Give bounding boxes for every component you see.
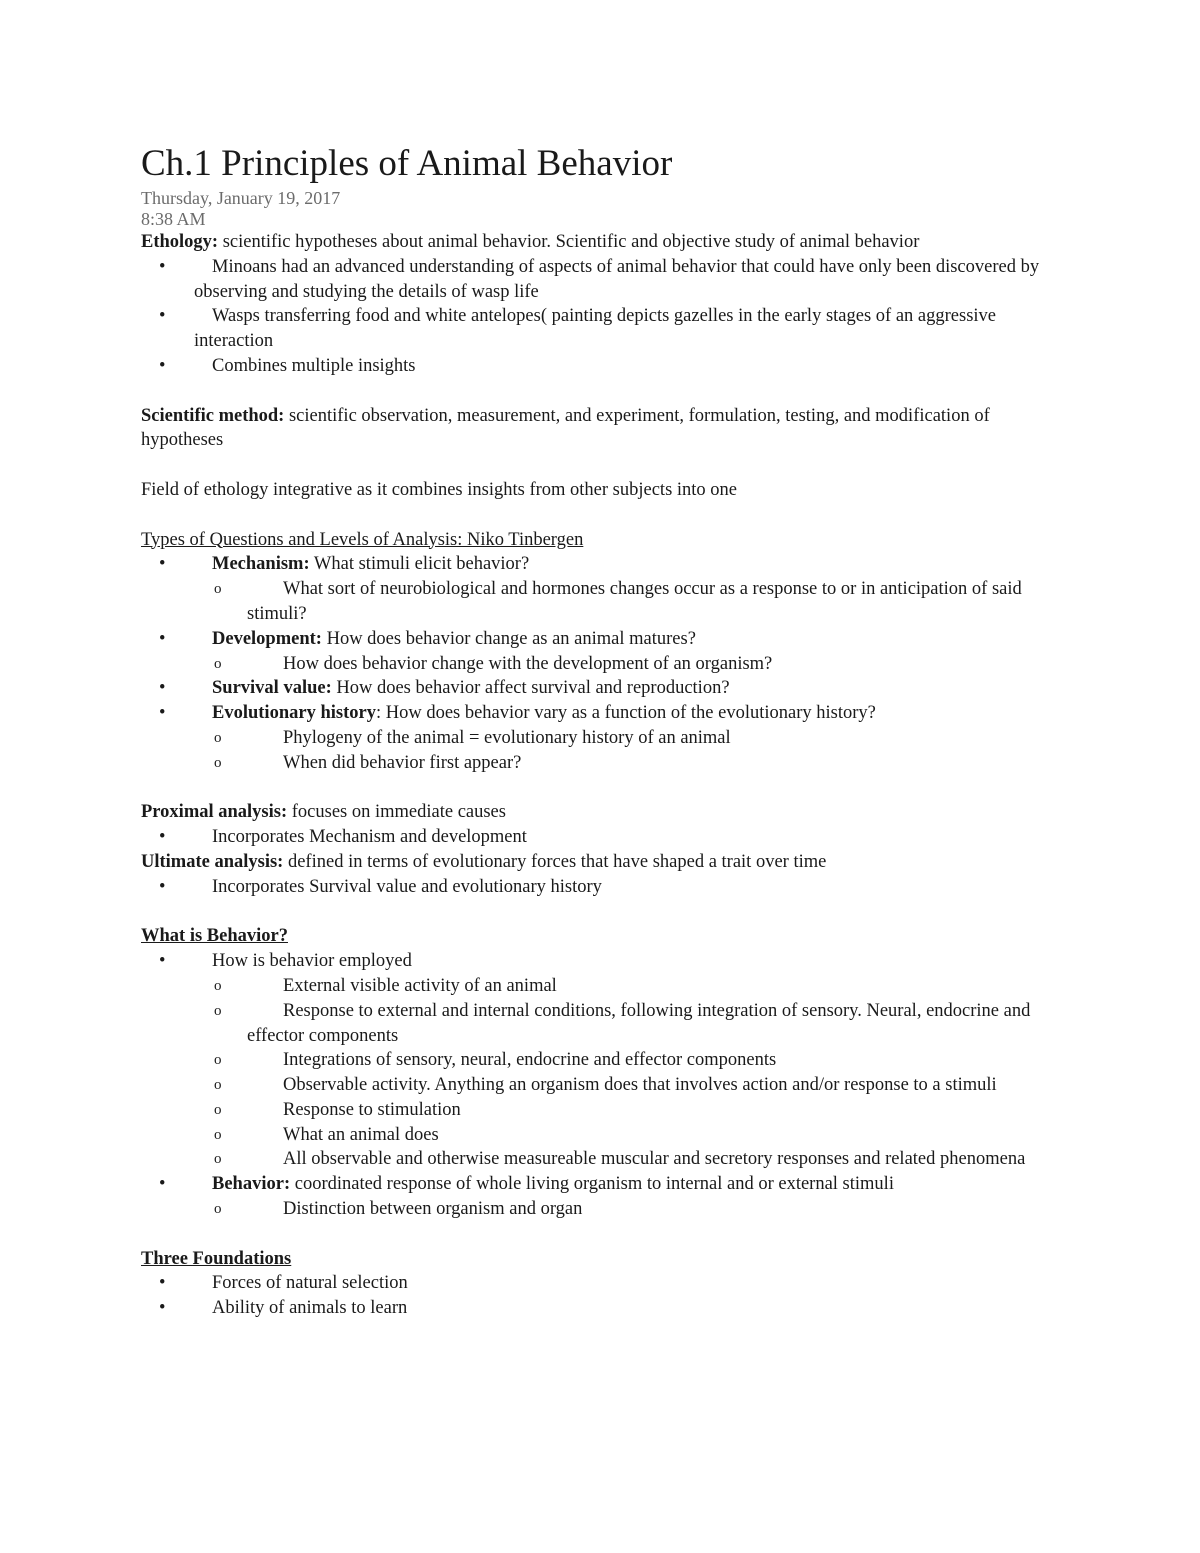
list-item-text: How does behavior change with the development of an organism? (283, 653, 773, 674)
bullet-icon: • (159, 306, 166, 327)
circle-bullet-icon: o (214, 1151, 222, 1168)
development-term: Development: (212, 628, 322, 649)
list-item (141, 701, 1061, 726)
sub-list-item (141, 1073, 1061, 1098)
note-time: 8:38 AM (141, 209, 206, 229)
evolutionary-term: Evolutionary history (212, 703, 376, 724)
sub-list-item (141, 751, 1061, 776)
foundations-heading (141, 1247, 1061, 1272)
proximal-definition: focuses on immediate causes (287, 802, 506, 823)
list-item-text: Distinction between organism and organ (283, 1199, 583, 1220)
list-item-text: Combines multiple insights (212, 355, 416, 376)
scientific-method-definition: scientific observation, measurement, and experiment, formulation, testing, and modification of hypotheses (141, 405, 990, 451)
circle-bullet-icon: o (214, 977, 222, 994)
circle-bullet-icon: o (214, 581, 222, 598)
note-date: Thursday, January 19, 2017 (141, 188, 341, 208)
sub-list-item (141, 1197, 1061, 1222)
list-item-text: coordinated response of whole living organism to internal and or external stimuli (290, 1174, 894, 1195)
page-title: Ch.1 Principles of Animal Behavior (141, 143, 673, 184)
behavior-term: Behavior: (212, 1174, 291, 1195)
list-item (141, 676, 1061, 701)
bullet-icon: • (159, 678, 166, 699)
list-item-text: Observable activity. Anything an organism does that involves action and/or response to a stimuli (283, 1075, 997, 1096)
list-item-text: When did behavior first appear? (283, 752, 522, 773)
circle-bullet-icon: o (214, 1052, 222, 1069)
circle-bullet-icon: o (214, 754, 222, 771)
sub-list-item (141, 1123, 1061, 1148)
list-item-text: How is behavior employed (212, 951, 412, 972)
list-item (141, 304, 1061, 354)
ultimate-paragraph (141, 850, 1061, 875)
list-item (141, 354, 1061, 379)
ultimate-term: Ultimate analysis: (141, 851, 284, 872)
list-item-text: Response to external and internal conditions, following integration of sensory. Neural, endocrine and effector components (247, 1000, 1031, 1046)
list-item-text: All observable and otherwise measureable muscular and secretory responses and related phenomena (283, 1149, 1026, 1170)
list-item-text: Integrations of sensory, neural, endocrine and effector components (283, 1050, 777, 1071)
list-item-text: : How does behavior vary as a function of the evolutionary history? (375, 703, 876, 724)
list-item-text: Forces of natural selection (212, 1273, 408, 1294)
sub-list-item (141, 577, 1061, 627)
field-note: Field of ethology integrative as it combines insights from other subjects into one (141, 479, 738, 500)
bullet-icon: • (159, 951, 166, 972)
behavior-heading (141, 924, 1061, 949)
list-item-text: How does behavior change as an animal matures? (321, 628, 696, 649)
ultimate-definition: defined in terms of evolutionary forces that have shaped a trait over time (283, 851, 827, 872)
list-item-text: Minoans had an advanced understanding of aspects of animal behavior that could have only been discovered by observing and studying the details of wasp life (194, 256, 1040, 302)
ethology-term: Ethology: (141, 232, 219, 252)
list-item-text: Phylogeny of the animal = evolutionary history of an animal (283, 727, 731, 748)
proximal-term: Proximal analysis: (141, 802, 288, 823)
note-content (141, 142, 1061, 1321)
bullet-icon: • (159, 827, 166, 848)
list-item (141, 1271, 1061, 1296)
list-item-text: What stimuli elicit behavior? (309, 554, 530, 575)
bullet-icon: • (159, 256, 166, 277)
scientific-method-term: Scientific method: (141, 405, 285, 426)
list-item-text: Wasps transferring food and white antelopes( painting depicts gazelles in the early stages of an aggressive interaction (194, 306, 996, 352)
behavior-heading-text: What is Behavior? (141, 926, 288, 947)
sub-list-item (141, 1098, 1061, 1123)
ethology-paragraph (141, 230, 1061, 255)
circle-bullet-icon: o (214, 1201, 222, 1218)
list-item (141, 255, 1061, 305)
list-item (141, 552, 1061, 577)
sub-list-item (141, 974, 1061, 999)
bullet-icon: • (159, 355, 166, 376)
tinbergen-heading (141, 528, 1061, 553)
sub-list-item (141, 1147, 1061, 1172)
mechanism-term: Mechanism: (212, 554, 310, 575)
foundations-heading-text: Three Foundations (141, 1248, 292, 1269)
list-item (141, 1172, 1061, 1197)
bullet-icon: • (159, 554, 166, 575)
scientific-method-paragraph (141, 404, 1061, 454)
circle-bullet-icon: o (214, 1101, 222, 1118)
circle-bullet-icon: o (214, 655, 222, 672)
survival-term: Survival value: (212, 678, 332, 699)
tinbergen-heading-text: Types of Questions and Levels of Analysis: Niko Tinbergen (141, 529, 584, 550)
list-item-text: What an animal does (283, 1124, 439, 1145)
bullet-icon: • (159, 1298, 166, 1319)
circle-bullet-icon: o (214, 1126, 222, 1143)
bullet-icon: • (159, 1174, 166, 1195)
circle-bullet-icon: o (214, 1002, 222, 1019)
ethology-definition: scientific hypotheses about animal behavior. Scientific and objective study of animal behavior (218, 232, 920, 252)
circle-bullet-icon: o (214, 1077, 222, 1094)
sub-list-item (141, 652, 1061, 677)
proximal-paragraph (141, 800, 1061, 825)
list-item-text: External visible activity of an animal (283, 975, 557, 996)
sub-list-item (141, 999, 1061, 1049)
bullet-icon: • (159, 1273, 166, 1294)
list-item-text: Incorporates Mechanism and development (212, 827, 527, 848)
list-item (141, 949, 1061, 974)
list-item-text: What sort of neurobiological and hormones changes occur as a response to or in anticipation of said stimuli? (247, 579, 1022, 624)
list-item-text: How does behavior affect survival and reproduction? (331, 678, 730, 699)
list-item (141, 627, 1061, 652)
bullet-icon: • (159, 628, 166, 649)
sub-list-item (141, 726, 1061, 751)
list-item (141, 1296, 1061, 1321)
list-item (141, 825, 1061, 850)
list-item-text: Incorporates Survival value and evolutionary history (212, 876, 602, 897)
bullet-icon: • (159, 876, 166, 897)
bullet-icon: • (159, 703, 166, 724)
circle-bullet-icon: o (214, 729, 222, 746)
list-item-text: Ability of animals to learn (212, 1298, 408, 1319)
list-item (141, 875, 1061, 900)
sub-list-item (141, 1048, 1061, 1073)
list-item-text: Response to stimulation (283, 1099, 461, 1120)
